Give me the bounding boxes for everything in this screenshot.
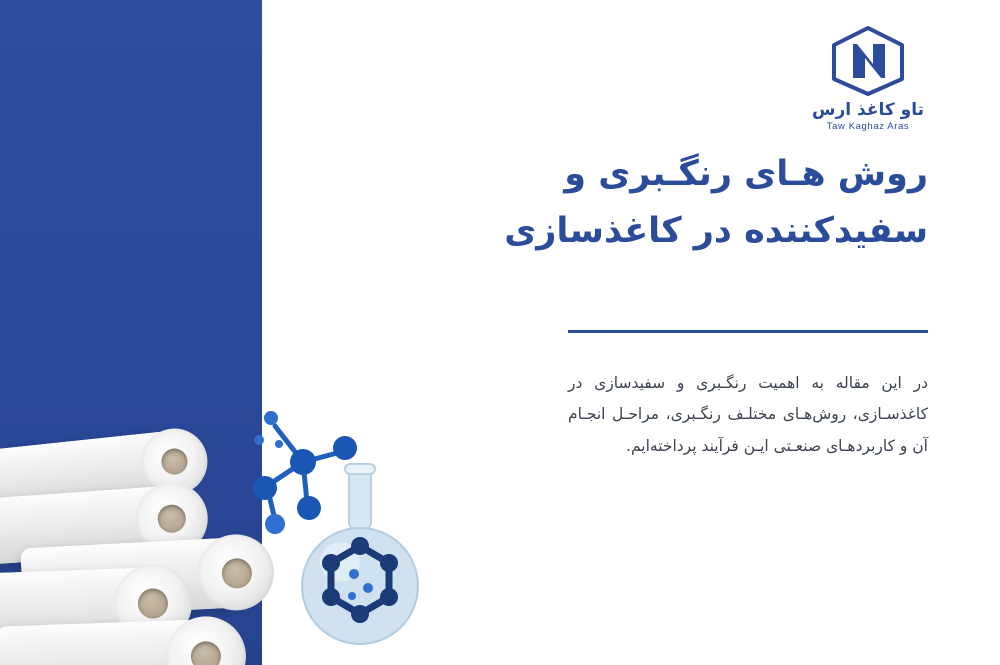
paper-roll [0, 619, 209, 665]
brand-logo [808, 24, 928, 132]
chemistry-flask-illustration [296, 462, 426, 657]
flask-svg [296, 462, 426, 657]
logo-brand-en: Taw Kaghaz Aras [826, 121, 910, 132]
lede-paragraph: در این مقاله به اهمیت رنگـبری و سفیدسازی در کاغذسـازی، روش‌هـای مختلـف رنگـبری، مراحـل انجـام آن و کاربردهـای صنعـتی ایـن فرآیند پرداخته‌ایم. [568, 373, 928, 456]
page-title-line-1: روش هـای رنگـبری و [564, 154, 928, 194]
page-title [358, 146, 928, 259]
page-title-line-2: سفیدکننده در کاغذسازی [504, 210, 928, 251]
logo-brand-fa: تاو کاغذ ارس [812, 100, 924, 120]
logo-hexagon-icon [825, 24, 911, 98]
title-divider [568, 330, 928, 333]
